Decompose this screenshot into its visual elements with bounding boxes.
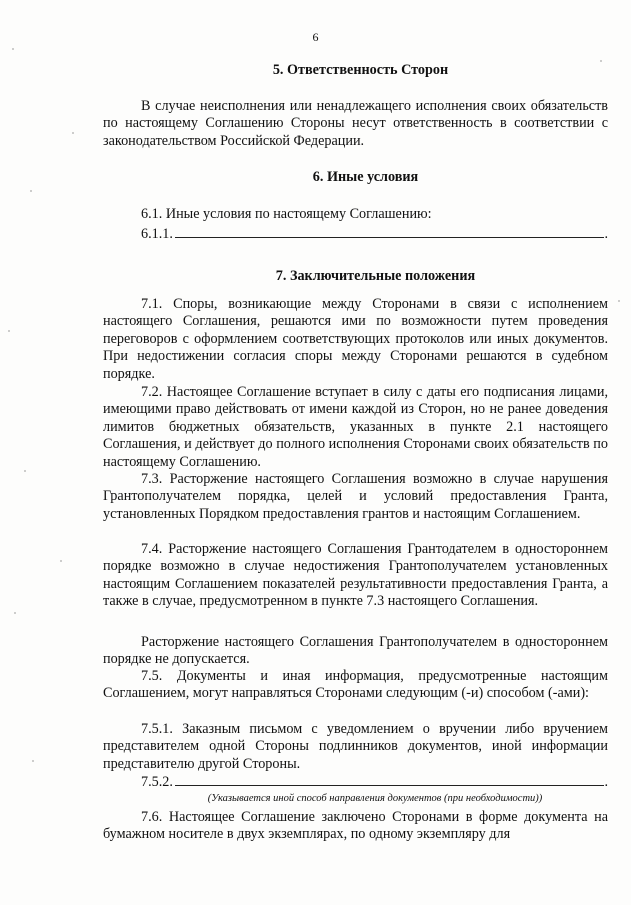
- item-7-5-2-label: 7.5.2.: [141, 774, 173, 790]
- paragraph-7-4-second: Расторжение настоящего Соглашения Грантополучателем в одностороннем порядке не допускается.: [103, 634, 608, 668]
- scan-speck: [618, 300, 620, 302]
- section-6-title: 6. Иные условия: [312, 169, 419, 185]
- item-7-5-2-blank: [141, 773, 608, 791]
- scan-speck: [8, 330, 10, 332]
- item-6-1: 6.1. Иные условия по настоящему Соглашению:: [141, 206, 432, 222]
- paragraph-7-3: 7.3. Расторжение настоящего Соглашения возможно в случае нарушения Грантополучателем порядка, целей и условий предоставления Гранта, установленных Порядком предоставления грантов и настоящим Соглашением.: [103, 471, 608, 522]
- scan-speck: [72, 132, 74, 134]
- scan-speck: [14, 612, 16, 614]
- paragraph-7-6: 7.6. Настоящее Соглашение заключено Сторонами в форме документа на бумажном носителе в двух экземплярах, по одному экземпляру для: [103, 809, 608, 843]
- scan-speck: [32, 760, 34, 762]
- paragraph-7-4: 7.4. Расторжение настоящего Соглашения Грантодателем в одностороннем порядке возможно в случае недостижения Грантополучателем установленных настоящим Соглашением показателей результативности предоставления Гранта, а также в случае, предусмотренном в пункте 7.3 настоящего Соглашения.: [103, 541, 608, 610]
- fill-in-line: [175, 773, 605, 786]
- item-6-1-1-blank: [141, 225, 608, 243]
- fill-in-line: [175, 225, 605, 238]
- scan-speck: [30, 190, 32, 192]
- section-5-text: В случае неисполнения или ненадлежащего исполнения своих обязательств по настоящему Соглашению Стороны несут ответственность в соответствии с законодательством Российской Федерации.: [103, 98, 608, 149]
- section-7-title: 7. Заключительные положения: [275, 268, 476, 284]
- item-6-1-1-end: .: [604, 226, 608, 242]
- section-5-title: 5. Ответственность Сторон: [272, 62, 449, 78]
- paragraph-7-5: 7.5. Документы и иная информация, предусмотренные настоящим Соглашением, могут направляться Сторонами следующим (-и) способом (-ами):: [103, 668, 608, 702]
- paragraph-7-1: 7.1. Споры, возникающие между Сторонами в связи с исполнением настоящего Соглашения, решаются ими по возможности путем проведения переговоров с оформлением соответствующих протоколов или иных документов. При недостижении согласия споры между Сторонами решаются в судебном порядке.: [103, 296, 608, 382]
- item-7-5-2-end: .: [604, 774, 608, 790]
- paragraph-7-2: 7.2. Настоящее Соглашение вступает в силу с даты его подписания лицами, имеющими право действовать от имени каждой из Сторон, но не ранее доведения лимитов бюджетных обязательств, указанных в пункте 2.1 настоящего Соглашения, и действует до полного исполнения Сторонами своих обязательств по настоящему Соглашению.: [103, 384, 608, 470]
- scan-speck: [600, 60, 602, 62]
- page-number: 6: [312, 30, 319, 44]
- scan-speck: [12, 48, 14, 50]
- footnote-7-5-2: (Указывается иной способ направления документов (при необходимости)): [207, 793, 543, 804]
- scan-speck: [24, 470, 26, 472]
- scan-speck: [60, 560, 62, 562]
- item-6-1-1-label: 6.1.1.: [141, 226, 173, 242]
- paragraph-7-5-1: 7.5.1. Заказным письмом с уведомлением о вручении либо вручением представителем одной Стороны подлинников документов, иной информации представителю другой Стороны.: [103, 721, 608, 772]
